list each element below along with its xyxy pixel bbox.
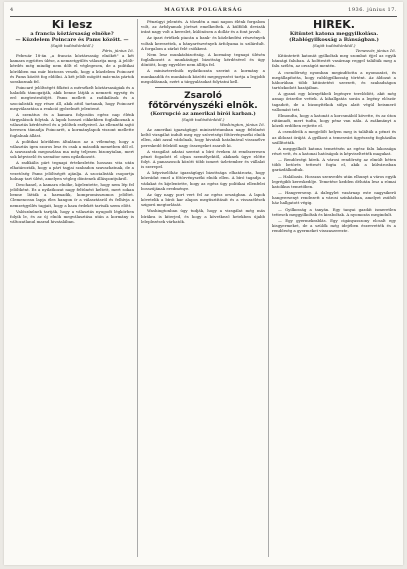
paragraph: A gyanú egy környékbeli legényre terelődött, akit még aznap őrizetbe vettek. A kihallgatás során a legény először tagadott, de a bizonyítékok súlya alatt végül beismerő vallomást tett. [272,91,396,112]
column-divider-1 [137,19,138,557]
paragraph: A szenátus és a kamara folyosóin egész nap élénk tárgyalások folytak. A lapok hosszú cikkekben foglalkoznak a választás kérdésével és a jelöltek esélyeivel. Az ellenzéki sajtó hevesen támadja Poincarét, a kormánylapok viszont mellette foglalnak állást. [10,111,134,138]
paragraph: Az ipari értékek piacán a bank- és közlekedési részvények voltak keresettek, a bányarészvények árfolyama is szilárdult. A forgalom a zárlat felé csökkent. [141,35,265,51]
paragraph: Február 18-án „a francia köztársaság elnökét" a két kamara együttes ülése, a nemzetgyűlés választja meg. A jelölt-kérdés még mindig nem dőlt el véglegesen, de a politikai körökben ma már biztosra veszik, hogy a küzdelem Poincaré és Pams között fog eldőlni. A két jelölt mögött más-más pártok sorakoznak fel. [10,53,134,84]
paragraph: Kitüntetett katonát gyilkoltak meg szombat éjjel az egyik bánsági faluban. A holttestét vasárnap reggel találták meg a falu szélén, az országút mentén. [272,53,396,69]
paragraph: Washingtonban úgy tudják, hogy a vizsgálat még más bírákra is kiterjed, és hogy a következő hetekben újabb leleplezések várhatók. [141,208,265,224]
section-divider [155,87,251,88]
article-dateline-french: Páris, június 16. [102,48,134,53]
paragraph: A vizsgálat adatai szerint a bíró éveken át rendszeresen pénzt fogadott el olyan személyektől, akiknek ügye előtte folyt. A panaszosok között több ismert üzletember és vállalat is szerepel. [141,148,265,170]
paragraph: A csendőrség nyomban megindította a nyomozást, és megállapította, hogy rablógyilkosság történt. Az áldozat a háborúban több kitüntetést szerzett, és szabadságon tartózkodott hazájában. [272,69,396,91]
issue-date: 1936. június 17. [348,7,397,13]
news-item: — Hangverseny. A dalegylet vasárnap este nagysikerű hangversenyt rendezett a városi színházban, amelyet zsúfolt ház hallgatott végig. [272,190,396,206]
paragraph: A képviselőház igazságügyi bizottsága elhatározta, hogy közvádat emel a főtörvényszéki elnök ellen. A bíró tagadja a vádakat és kijelentette, hogy az egész ügy politikai ellenfelei bosszújának eredménye. [141,170,265,191]
article-source-judge: (Saját tudósítónktól.) [181,116,225,122]
article-body-french [10,53,134,224]
article-subsubtitle-soldier: (Rablógyilkosság a Bánságban.) [289,37,379,43]
paragraph: A csendőrök a megjelölt helyen meg is találták a pénzt és az áldozat óráját. A gyilkost a temesvári ügyészség fogházába szállították. [272,129,396,145]
article-title-judge-line2: főtörvényszéki elnök. [148,100,258,111]
short-news-top [141,19,265,84]
page-number: 4 [10,7,14,13]
article-title-french: Ki lesz [51,19,93,31]
column-3 [272,19,396,559]
article-dateline-soldier: Temesvár, június 16. [355,48,396,53]
paragraph: Pénzügyi jelentés. A tőzsdén a mai napon élénk forgalom volt, az árfolyamok jórészt emelkedtek. A külföldi devizák iránt nagy volt a kereslet, különösen a dollár és a font javult. [141,19,265,35]
paragraph: Poincaré jelöltségét főként a mérsékelt köztársaságiak és a haladók támogatják, akik benne látják a nemzeti egység és erő megtestesítőjét. Pams mellett a radikálisok és a szocialisták egy része áll, akik attól tartanak, hogy Poincaré megválasztása a reakció győzelmét jelentené. [10,85,134,111]
header-rule [10,16,397,17]
paragraph: A meggyilkolt katona temetésén az egész falu lakossága részt vett, és a katonai hatóságok is képviseltették magukat. [272,145,396,156]
news-item: — Halálozás. Hosszas szenvedés után elhunyt a város egyik legrégibb kereskedője. Temetése kedden délután lesz a római katolikus temetőben. [272,173,396,189]
paragraph: Elmondta, hogy a katonát a korcsmából követte, és az úton rátámadt, mert tudta, hogy pénz van nála. A zsákmányt a közeli erdőben rejtette el. [272,112,396,129]
article-subsubtitle-french: — Küzdelem Poincare és Pams között. — [15,37,129,43]
article-source-soldier: (Saját tudósítónktól.) [312,43,356,48]
article-body-judge [141,127,265,224]
paragraph: Valószínűnek tartják, hogy a választás nyugodt légkörben folyik le, és az új elnök megválasztása után a kormány is változatlanul marad hivatalában. [10,208,134,224]
article-body-soldier [272,53,396,233]
article-subtitle-judge: (Korrupció az amerikai bírói karban.) [150,110,256,117]
column-divider-2 [268,19,269,557]
article-title-judge: Zsaroló [184,90,222,101]
news-item: — Gyilkosság a tanyán. Egy tanyai gazdát ismeretlen tettesek meggyilkoltak és kiraboltak. A nyomozás megindult. [272,206,396,217]
paragraph: A miniszterelnök nyilatkozata szerint a kormány a munkaadók és munkások közötti megegyezést tartja a legjobb megoldásnak, ezért a tárgyalásokat folytatni kell. [141,68,265,84]
paragraph: A politikai körökben általános az a vélemény, hogy a választás igen szoros lesz és csak a második menetben dől el. A szavazatok megoszlása ma még teljesen bizonytalan, mert sok képviselő és szenátor nem nyilatkozott. [10,138,134,160]
news-item: — Egy gyermekrablás. Egy cigányasszony elcsalt egy kisgyermeket, de a szülők még idejében észrevették és a rendőrség a gyermeket visszaszerezte. [272,217,396,234]
paragraph: Az ügy nagy port vert fel az egész országban. A lapok követelik a bírói kar alapos megtisztítását és a visszaélések szigorú megtorlását. [141,191,265,208]
news-item: — Rendőrségi hírek. A városi rendőrség az elmúlt héten több betörés tettesét fogta el, akik a külvárosban garázdálkodtak. [272,157,396,173]
newspaper-page [4,2,403,565]
paragraph: A radikális párt tegnapi értekezletén hosszas vita után elhatározták, hogy a párt tagjai szabadon szavazhatnak, de a vezetőség Pams jelöltségét ajánlja. A szocialisták csoportja holnap tart ülést, amelyen végleg döntenek álláspontjukról. [10,160,134,181]
article-subtitle-soldier: Kitüntet katona meggyilkolása. [289,31,379,37]
paragraph: Az amerikai igazságügyi minisztériumban nagy feltűnést keltő vizsgálat indult meg egy szövetségi főtörvényszéki elnök ellen, akit azzal vádolnak, hogy hivatali hatalmával visszaélve pereskedő felektől nagy összegeket zsarolt ki. [141,127,265,148]
column-1 [10,19,134,559]
article-source-french: (Saját tudósítónktól.) [50,43,94,48]
article-subtitle-french: a francia köztársaság elnöke? [30,31,114,37]
paragraph: Nem lesz munkásbizottság. A kormány tegnapi ülésén foglalkozott a munkásügyi bizottság kérdésével és úgy döntött, hogy egyelőre nem állítja fel. [141,51,265,68]
page-header [10,5,397,15]
news-section-title: HÍREK. [313,19,355,31]
newspaper-name: MAGYAR POLGÁRSÁG [164,7,243,13]
column-2 [141,19,265,559]
paragraph: Deschanel, a kamara elnöke, kijelentette, hogy nem lép fel jelöltként. Ez a nyilatkozat nagy feltűnést keltett, mert sokan benne látták a harmadik, kompromisszumos jelöltet. Clemenceau lapja éles hangon ír a választásról és felhívja a nemzetgyűlés tagjait, hogy a haza érdekét tartsák szem előtt. [10,181,134,208]
article-dateline-judge: Washington, június 16. [220,121,265,127]
